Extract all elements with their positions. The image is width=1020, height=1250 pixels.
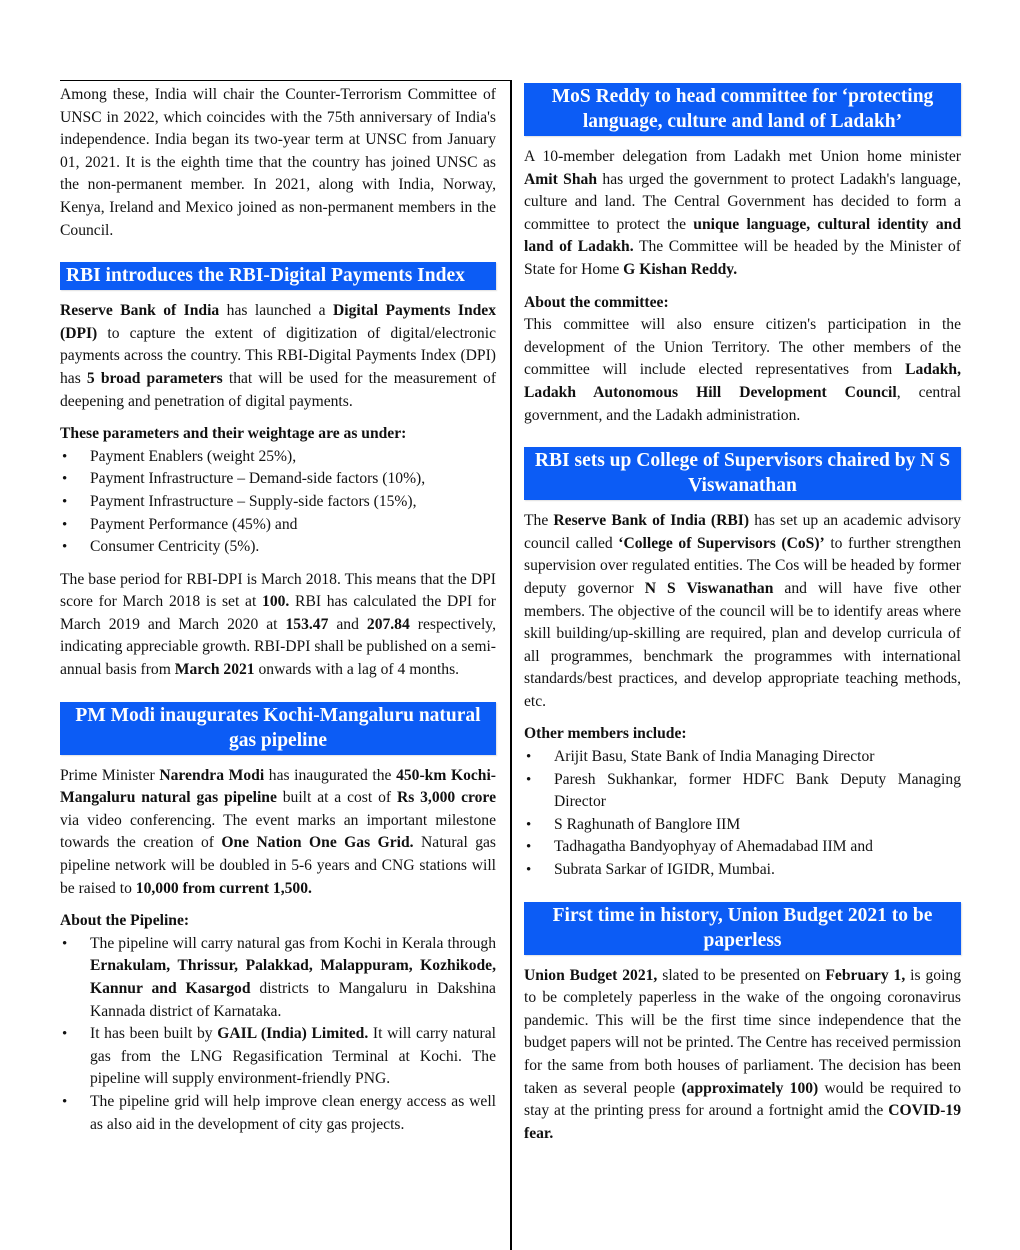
- dpi-paragraph-1: Reserve Bank of India has launched a Digital Payments Index (DPI) to capture the extent of digitization of digital/electronic payments across the country. This RBI-Digital Payments Index (DPI) has 5 broad parameters that will be used for the measurement of deepening and penetration of digital payments.: [60, 302, 497, 410]
- list-item: • Arijit Basu, State Bank of India Managing Director: [524, 746, 961, 769]
- budget-paragraph-1: Union Budget 2021, slated to be presented on February 1, is going to be completely paperless in the wake of the ongoing coronavirus pandemic. This will be the first time since independence that the budget papers will not be printed. The Centre has received permission for the same from both houses of parliament. The decision has been taken as several people (approximately 100) would be required to stay at the printing press for around a fortnight amid the COVID-19 fear.: [524, 966, 962, 1142]
- list-item: • Paresh Sukhankar, former HDFC Bank Deputy Managing Director: [524, 769, 961, 814]
- list-item: • Payment Performance (45%) and: [60, 514, 496, 537]
- ladakh-paragraph-2: This committee will also ensure citizen's participation in the development of the Union Territory. The other members of the committee will include elected representatives from Ladakh, Ladakh Autonomous Hill Development Council, central government, and the Ladakh administration.: [524, 316, 962, 424]
- list-item: • Payment Enablers (weight 25%),: [60, 446, 496, 469]
- cos-members-list: [524, 746, 961, 882]
- pipeline-paragraph-1: Prime Minister Narendra Modi has inaugurated the 450-km Kochi-Mangaluru natural gas pipeline built at a cost of Rs 3,000 crore via video conferencing. The event marks an important milestone towards the creation of One Nation One Gas Grid. Natural gas pipeline network will be doubled in 5-6 years and CNG stations will be raised to 10,000 from current 1,500.: [60, 766, 496, 897]
- list-item: • Tadhagatha Bandyophyay of Ahemadabad IIM and: [524, 836, 961, 859]
- dpi-parameters-subhead: These parameters and their weightage are as under:: [60, 425, 407, 443]
- list-item: • Payment Infrastructure – Supply-side factors (15%),: [60, 491, 496, 514]
- pipeline-heading: PM Modi inaugurates Kochi-Mangaluru natural gas pipeline: [60, 702, 496, 755]
- left-column: [60, 80, 496, 1146]
- pipeline-list: [60, 933, 496, 1136]
- list-item: • The pipeline will carry natural gas from Kochi in Kerala through Ernakulam, Thrissur, Palakkad, Malappuram, Kozhikode, Kannur and Kasargod districts to Mangaluru in Dakshina Kannada district of Karnataka.: [60, 933, 496, 1023]
- cos-members-subhead: Other members include:: [524, 725, 687, 743]
- list-item: • Subrata Sarkar of IGIDR, Mumbai.: [524, 859, 961, 882]
- list-item: • The pipeline grid will help improve clean energy access as well as also aid in the development of city gas projects.: [60, 1091, 496, 1136]
- ladakh-paragraph-1: A 10-member delegation from Ladakh met Union home minister Amit Shah has urged the government to protect Ladakh's language, culture and land. The Central Government has decided to form a committee to protect the unique language, cultural identity and land of Ladakh. The Committee will be headed by the Minister of State for Home G Kishan Reddy.: [524, 148, 962, 278]
- list-item: • Payment Infrastructure – Demand-side factors (10%),: [60, 468, 496, 491]
- ladakh-heading: MoS Reddy to head committee for ‘protecting language, culture and land of Ladakh’: [524, 83, 961, 136]
- cos-heading: RBI sets up College of Supervisors chaired by N S Viswanathan: [524, 447, 961, 500]
- budget-heading: First time in history, Union Budget 2021 to be paperless: [524, 902, 961, 955]
- right-column: [524, 80, 961, 1155]
- column-divider: [510, 80, 512, 1250]
- list-item: • Consumer Centricity (5%).: [60, 536, 496, 559]
- dpi-heading: RBI introduces the RBI-Digital Payments Index: [60, 262, 496, 290]
- list-item: • S Raghunath of Banglore IIM: [524, 814, 961, 837]
- dpi-paragraph-2: The base period for RBI-DPI is March 2018. This means that the DPI score for March 2018 is set at 100. RBI has calculated the DPI for March 2019 and March 2020 at 153.47 and 207.84 respectively, indicating appreciable growth. RBI-DPI shall be published on a semi-annual basis from March 2021 onwards with a lag of 4 months.: [60, 570, 496, 679]
- committee-subhead: About the committee:: [524, 293, 669, 311]
- list-item: • It has been built by GAIL (India) Limited. It will carry natural gas from the LNG Regasification Terminal at Kochi. The pipeline will supply environment-friendly PNG.: [60, 1023, 496, 1091]
- cos-paragraph-1: The Reserve Bank of India (RBI) has set up an academic advisory council called ‘College of Supervisors (CoS)’ to further strengthen supervision over regulated entities. The Cos will be headed by former deputy governor N S Viswanathan and will have five other members. The objective of the council will be to identify areas where skill building/up-skilling are required, plan and develop curricula of all programmes, benchmark the programmes with international standards/best practices, and develop appropriate teaching methods, etc.: [524, 512, 962, 710]
- dpi-parameters-list: [60, 446, 496, 559]
- unsc-intro-paragraph: Among these, India will chair the Counter-Terrorism Committee of UNSC in 2022, which coincides with the 75th anniversary of India's independence. India began its two-year term at UNSC from January 01, 2021. It is the eighth time that the country has joined UNSC as the non-permanent member. In 2021, along with India, Norway, Kenya, Ireland and Mexico joined as non-permanent members in the Council.: [60, 86, 496, 239]
- pipeline-subhead: About the Pipeline:: [60, 912, 190, 930]
